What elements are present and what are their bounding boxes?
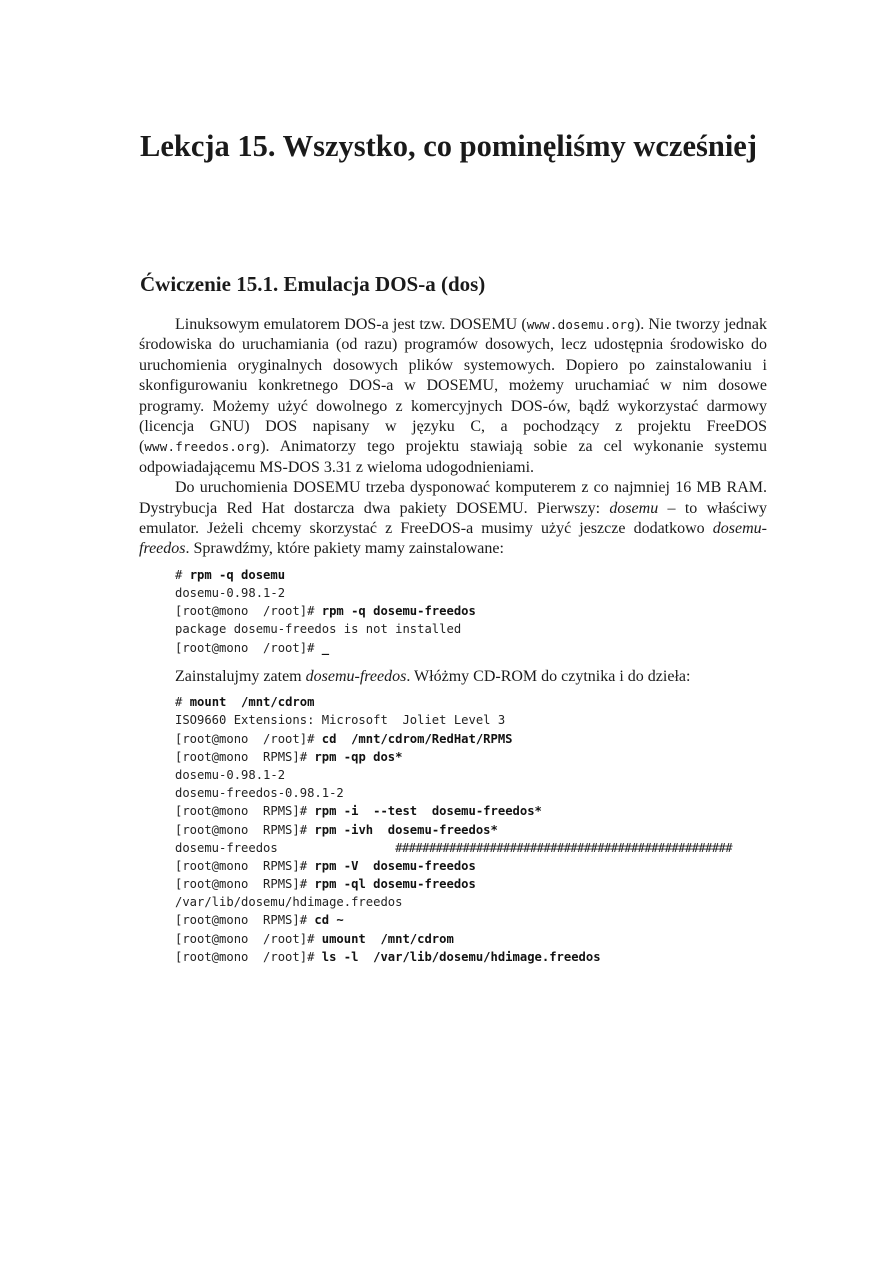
code-line xyxy=(175,566,767,584)
text-run: ). Animatorzy tego projektu stawiają sobie za cel wykonanie systemu odpowiadającemu MS-DOS 3.31 z wieloma udogodnieniami. xyxy=(139,438,767,476)
code-line xyxy=(175,620,767,638)
text-run: Zainstalujmy zatem xyxy=(175,667,306,685)
code-command: rpm -V dosemu-freedos xyxy=(314,858,476,873)
code-line xyxy=(175,948,767,966)
code-prompt: [root@mono /root]# xyxy=(175,604,322,619)
code-prompt: dosemu-0.98.1-2 xyxy=(175,767,286,782)
paragraph-intro xyxy=(139,315,767,478)
code-command: cd ~ xyxy=(314,913,344,928)
code-prompt: [root@mono /root]# xyxy=(175,640,322,655)
code-command: cd /mnt/cdrom/RedHat/RPMS xyxy=(321,731,513,746)
code-line xyxy=(175,875,767,893)
code-line xyxy=(175,784,767,802)
progress-hashes: ################################################## xyxy=(395,840,733,855)
code-line xyxy=(175,802,767,820)
code-prompt: dosemu-freedos xyxy=(175,840,396,855)
code-line xyxy=(175,911,767,929)
text-run: . Włóżmy CD-ROM do czytnika i do dzieła: xyxy=(406,667,691,685)
code-command: mount /mnt/cdrom xyxy=(189,695,315,710)
code-line xyxy=(175,893,767,911)
emphasis-dosemu-freedos: dosemu-freedos xyxy=(305,667,407,685)
code-command: umount /mnt/cdrom xyxy=(321,931,454,946)
paragraph-install xyxy=(139,667,767,687)
code-prompt: [root@mono RPMS]# xyxy=(175,877,315,892)
code-command: rpm -i --test dosemu-freedos* xyxy=(314,804,542,819)
code-prompt: [root@mono /root]# xyxy=(175,731,322,746)
code-command: rpm -ql dosemu-freedos xyxy=(314,877,476,892)
code-command: rpm -qp dos* xyxy=(314,749,403,764)
code-prompt: ISO9660 Extensions: Microsoft Joliet Level 3 xyxy=(175,713,506,728)
code-command: rpm -q dosemu xyxy=(189,567,286,582)
code-line xyxy=(175,821,767,839)
body-text xyxy=(139,315,767,972)
code-line xyxy=(175,584,767,602)
text-run: – to właściwy emulator. Jeżeli chcemy skorzystać z FreeDOS-a musimy użyć jeszcze dodatkowo xyxy=(139,499,768,538)
code-prompt: /var/lib/dosemu/hdimage.freedos xyxy=(175,895,403,910)
code-block-install xyxy=(175,693,767,966)
code-line xyxy=(175,839,767,857)
code-prompt: [root@mono RPMS]# xyxy=(175,804,315,819)
code-prompt: # xyxy=(175,567,190,582)
code-line xyxy=(175,748,767,766)
code-prompt: [root@mono RPMS]# xyxy=(175,749,315,764)
code-command: ls -l /var/lib/dosemu/hdimage.freedos xyxy=(321,949,601,964)
code-line xyxy=(175,930,767,948)
code-prompt: [root@mono /root]# xyxy=(175,949,322,964)
code-line xyxy=(175,766,767,784)
text-run: Do uruchomienia DOSEMU trzeba dysponować komputerem z co najmniej 16 MB RAM. Dystrybucja Red Hat dostarcza dwa pakiety DOSEMU. Pierwszy: xyxy=(139,479,767,517)
url-dosemu: www.dosemu.org xyxy=(526,317,635,332)
chapter-title: Lekcja 15. Wszystko, co pominęliśmy wcześniej xyxy=(140,129,757,163)
code-block-check-packages xyxy=(175,566,767,657)
code-command: rpm -ivh dosemu-freedos* xyxy=(314,822,498,837)
paragraph-requirements xyxy=(139,478,767,560)
emphasis-dosemu: dosemu xyxy=(609,499,659,517)
code-prompt: [root@mono RPMS]# xyxy=(175,822,315,837)
code-command: rpm -q dosemu-freedos xyxy=(321,604,476,619)
code-prompt: [root@mono /root]# xyxy=(175,931,322,946)
code-line xyxy=(175,730,767,748)
code-prompt: [root@mono RPMS]# xyxy=(175,913,315,928)
text-run: . Sprawdźmy, które pakiety mamy zainstalowane: xyxy=(185,540,504,558)
code-line xyxy=(175,639,767,657)
code-command: _ xyxy=(321,640,330,655)
section-title: Ćwiczenie 15.1. Emulacja DOS-a (dos) xyxy=(140,272,486,296)
code-line xyxy=(175,711,767,729)
code-prompt: # xyxy=(175,695,190,710)
text-run: ). Nie tworzy jednak środowiska do uruchamiania (od razu) programów dosowych, lecz udostępnia środowisko do uruchomienia oryginalnych dosowych plików systemowych. Dopiero po zainstalowaniu i skonfigurowaniu konkretnego DOS-a w DOSEMU, możemy uruchamiać w nim dosowe programy. Możemy użyć dowolnego z komercyjnych DOS-ów, bądź wykorzystać darmowy (licencja GNU) DOS napisany w języku C, a pochodzący z projektu FreeDOS ( xyxy=(139,316,767,456)
code-prompt: dosemu-freedos-0.98.1-2 xyxy=(175,786,344,801)
code-line xyxy=(175,602,767,620)
code-prompt: [root@mono RPMS]# xyxy=(175,858,315,873)
url-freedos: www.freedos.org xyxy=(144,439,261,455)
emphasis-dosemu-freedos: dosemu-freedos xyxy=(139,520,767,558)
code-line xyxy=(175,857,767,875)
code-prompt: package dosemu-freedos is not installed xyxy=(175,622,462,637)
code-prompt: dosemu-0.98.1-2 xyxy=(175,586,286,601)
text-run: Linuksowym emulatorem DOS-a jest tzw. DOSEMU ( xyxy=(175,316,527,333)
code-line xyxy=(175,693,767,711)
